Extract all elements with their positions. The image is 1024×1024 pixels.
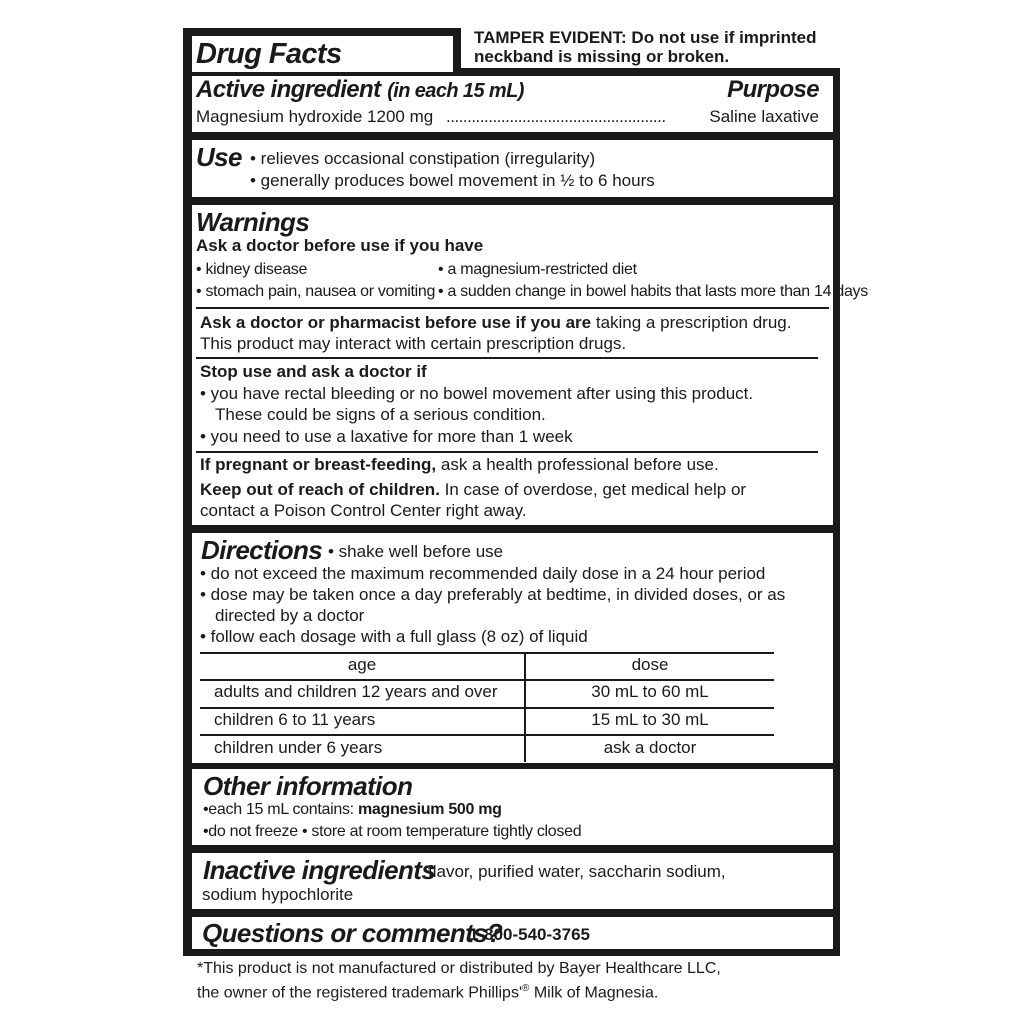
other-info-magnesium-text: •each 15 mL contains: <box>203 801 358 818</box>
directions-item-1: • shake well before use <box>328 542 504 561</box>
inactive-ingredients-text-1: flavor, purified water, saccharin sodium, <box>428 862 726 881</box>
condition-magnesium-diet: • a magnesium-restricted diet <box>438 261 637 278</box>
directions-item-3-cont: directed by a doctor <box>215 606 365 625</box>
pharmacist-warning <box>200 313 791 333</box>
pharmacist-warning-bold: Ask a doctor or pharmacist before use if you are <box>200 313 592 332</box>
pregnancy-warning-text: ask a health professional before use. <box>436 455 719 474</box>
keep-out-warning-bold: Keep out of reach of children. <box>200 480 440 499</box>
questions-panel <box>192 917 833 949</box>
other-information-panel <box>192 769 833 845</box>
other-info-magnesium-amount: magnesium 500 mg <box>357 801 502 818</box>
other-information-line1 <box>203 800 502 820</box>
inactive-ingredients-text-2: sodium hypochlorite <box>202 885 354 904</box>
directions-panel <box>192 533 833 763</box>
warnings-divider <box>196 357 818 359</box>
registered-mark: ® <box>522 983 530 994</box>
footnote-line1: *This product is not manufactured or distributed by Bayer Healthcare LLC, <box>197 960 721 977</box>
table-row-2-age: children 6 to 11 years <box>214 710 376 729</box>
warnings-panel <box>192 205 868 525</box>
table-header-dose: dose <box>631 655 669 674</box>
other-information-heading: Other information <box>203 771 413 801</box>
table-row-1-dose: 30 mL to 60 mL <box>591 682 709 701</box>
title-panel <box>192 36 453 72</box>
warnings-heading: Warnings <box>196 207 310 237</box>
tamper-notice-line2: neckband is missing or broken. <box>474 47 730 66</box>
directions-heading: Directions <box>201 535 323 565</box>
questions-heading: Questions or comments? <box>202 918 503 948</box>
table-rule <box>200 707 774 709</box>
purpose-text: Saline laxative <box>709 107 819 126</box>
keep-out-warning-line2: contact a Poison Control Center right away. <box>200 501 527 520</box>
inactive-ingredients-heading: Inactive ingredients <box>203 855 436 885</box>
condition-kidney: • kidney disease <box>196 261 308 278</box>
table-row-2-dose: 15 mL to 30 mL <box>591 710 709 729</box>
use-panel <box>192 140 833 197</box>
pharmacist-warning-text: taking a prescription drug. <box>591 313 792 332</box>
use-item-2: • generally produces bowel movement in ½ to 6 hours <box>250 171 655 190</box>
table-header-age: age <box>347 655 377 674</box>
stop-use-item-2: • you need to use a laxative for more than 1 week <box>200 427 573 446</box>
table-row-3-age: children under 6 years <box>214 738 383 757</box>
active-ingredient-name: Magnesium hydroxide 1200 mg <box>196 107 434 126</box>
inactive-ingredients-panel <box>192 853 833 909</box>
questions-phone: 1-800-540-3765 <box>469 925 590 944</box>
active-ingredient-heading-row <box>196 76 524 105</box>
keep-out-warning <box>200 480 746 500</box>
table-rule <box>200 734 774 736</box>
table-row-1-age: adults and children 12 years and over <box>214 682 498 701</box>
table-rule <box>200 652 774 654</box>
stop-use-item-1: • you have rectal bleeding or no bowel movement after using this product. <box>200 384 754 403</box>
purpose-heading: Purpose <box>727 76 819 103</box>
warnings-divider <box>196 451 818 453</box>
active-ingredient-qualifier: (in each 15 mL) <box>387 80 524 102</box>
pregnancy-warning <box>200 455 719 475</box>
stop-use-heading: Stop use and ask a doctor if <box>200 362 427 381</box>
dot-leader: .................................................... <box>446 107 666 126</box>
keep-out-warning-text: In case of overdose, get medical help or <box>439 480 747 499</box>
footnote-brand-text: Milk of Magnesia. <box>529 984 659 1002</box>
condition-stomach: • stomach pain, nausea or vomiting <box>196 283 436 300</box>
other-information-line2: •do not freeze • store at room temperature tightly closed <box>203 823 582 840</box>
ask-doctor-heading: Ask a doctor before use if you have <box>196 236 484 255</box>
condition-bowel-change: • a sudden change in bowel habits that lasts more than 14 days <box>438 283 868 300</box>
directions-item-2: • do not exceed the maximum recommended daily dose in a 24 hour period <box>200 564 766 583</box>
warnings-divider <box>196 307 829 309</box>
use-heading: Use <box>196 142 242 172</box>
footnote-owner-text: the owner of the registered trademark Phillips' <box>197 984 522 1002</box>
pharmacist-warning-line2: This product may interact with certain prescription drugs. <box>200 334 627 353</box>
use-item-1: • relieves occasional constipation (irregularity) <box>250 149 596 168</box>
active-ingredient-panel <box>192 76 833 132</box>
table-rule <box>200 679 774 681</box>
tamper-notice-line1: TAMPER EVIDENT: Do not use if imprinted <box>474 28 817 47</box>
stop-use-item-1-cont: These could be signs of a serious condition. <box>215 405 546 424</box>
directions-item-4: • follow each dosage with a full glass (8 oz) of liquid <box>200 627 588 646</box>
footnote-line2 <box>197 979 658 1003</box>
table-row-3-dose: ask a doctor <box>603 738 697 757</box>
active-ingredient-heading: Active ingredient <box>196 76 381 103</box>
page-title: Drug Facts <box>196 38 342 70</box>
directions-item-3: • dose may be taken once a day preferably at bedtime, in divided doses, or as <box>200 585 786 604</box>
pregnancy-warning-bold: If pregnant or breast-feeding, <box>200 455 437 474</box>
